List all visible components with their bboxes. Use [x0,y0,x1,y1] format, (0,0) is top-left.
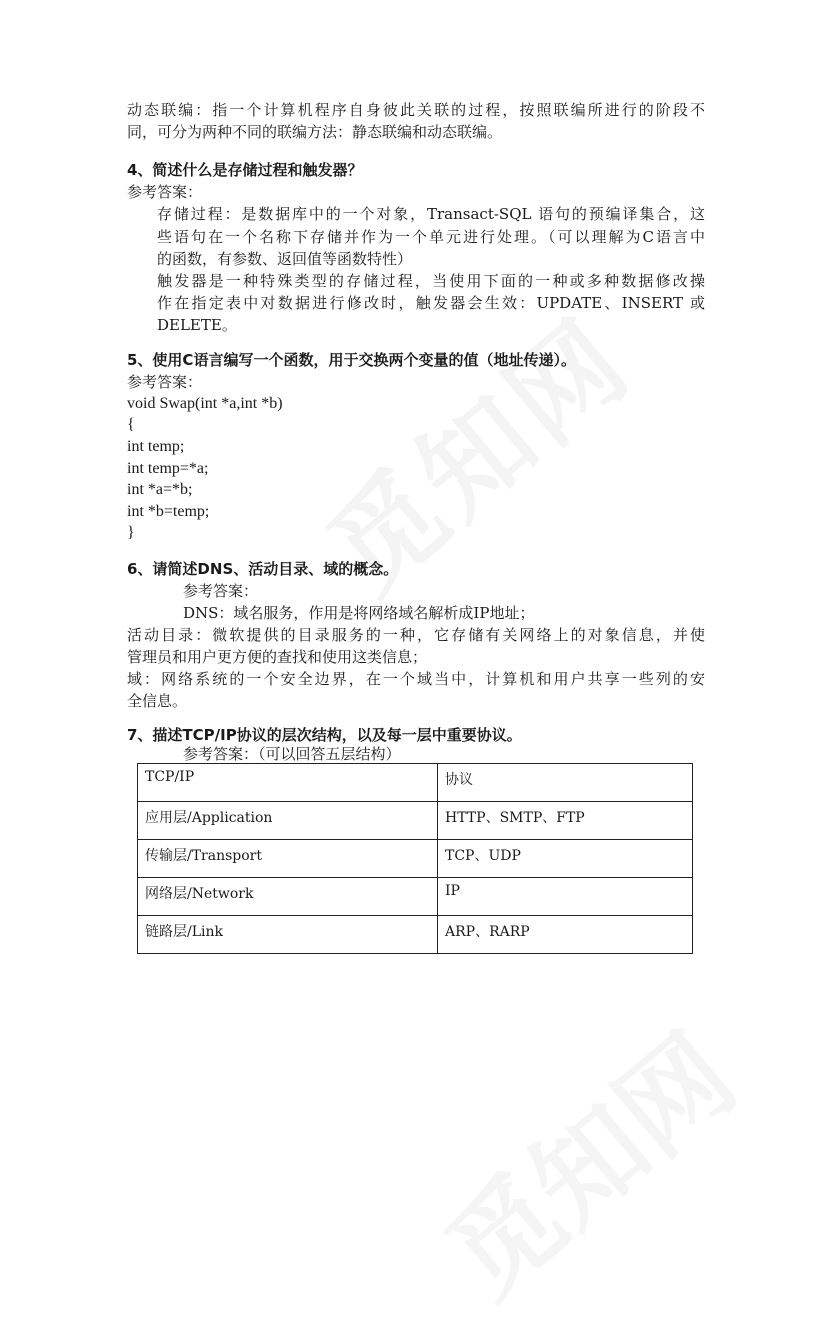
table-cell: 链路层/Link [138,916,438,954]
intro-line-2: 同，可分为两种不同的联编方法：静态联编和动态联编。 [127,123,503,141]
q4-line-6: DELETE。 [157,316,237,334]
code-line: int temp; [127,438,185,455]
q6-ref-label: 参考答案： [183,582,259,600]
q4-ref-label: 参考答案： [127,183,203,201]
q6-ad-line-1: 活动目录：微软提供的目录服务的一种，它存储有关网络上的对象信息，并使 [127,626,705,644]
q6-domain-line-2: 全信息。 [127,692,188,710]
watermark-bottom [408,992,762,1325]
code-line: int temp=*a; [127,460,209,477]
table-cell: IP [438,878,693,916]
q6-domain-line-1: 域：网络系统的一个安全边界，在一个域当中，计算机和用户共享一些列的安 [127,670,705,688]
table-cell: TCP、UDP [438,840,693,878]
table-row [138,802,693,840]
table-header-row [138,764,693,802]
table-cell: TCP/IP [138,764,438,802]
code-line: int *a=*b; [127,481,193,498]
table-cell: 网络层/Network [138,878,438,916]
q4-line-1: 存储过程：是数据库中的一个对象，Transact-SQL 语句的预编译集合，这 [157,205,705,223]
table-cell: 应用层/Application [138,802,438,840]
table-row [138,878,693,916]
table-cell: 传输层/Transport [138,840,438,878]
table-row [138,916,693,954]
code-line: { [127,416,135,433]
code-line: void Swap(int *a,int *b) [127,395,283,412]
code-line: int *b=temp; [127,503,210,520]
q6-dns: DNS：域名服务，作用是将网络域名解析成IP地址； [183,604,535,622]
table-cell: 协议 [438,764,693,802]
q4-line-5: 作在指定表中对数据进行修改时，触发器会生效：UPDATE、INSERT 或 [157,294,705,312]
q5-heading: 5、使用C语言编写一个函数，用于交换两个变量的值（地址传递）。 [127,351,576,369]
q6-heading: 6、请简述DNS、活动目录、域的概念。 [127,560,399,578]
q4-line-4: 触发器是一种特殊类型的存储过程，当使用下面的一种或多种数据修改操 [157,272,705,290]
table-row [138,840,693,878]
code-line: } [127,524,135,541]
q4-line-2: 些语句在一个名称下存储并作为一个单元进行处理。（可以理解为C语言中 [157,228,705,246]
intro-line-1: 动态联编：指一个计算机程序自身彼此关联的过程，按照联编所进行的阶段不 [127,101,705,119]
q5-ref-label: 参考答案： [127,373,203,391]
q4-heading: 4、简述什么是存储过程和触发器？ [127,161,363,179]
q7-heading: 7、描述TCP/IP协议的层次结构，以及每一层中重要协议。 [127,726,522,744]
table-cell: HTTP、SMTP、FTP [438,802,693,840]
table-cell: ARP、RARP [438,916,693,954]
tcpip-table [137,763,693,954]
q7-ref-label: 参考答案：（可以回答五层结构） [183,745,401,763]
q6-ad-line-2: 管理员和用户更方便的查找和使用这类信息； [127,648,428,666]
q4-line-3: 的函数，有参数、返回值等函数特性） [157,250,413,268]
